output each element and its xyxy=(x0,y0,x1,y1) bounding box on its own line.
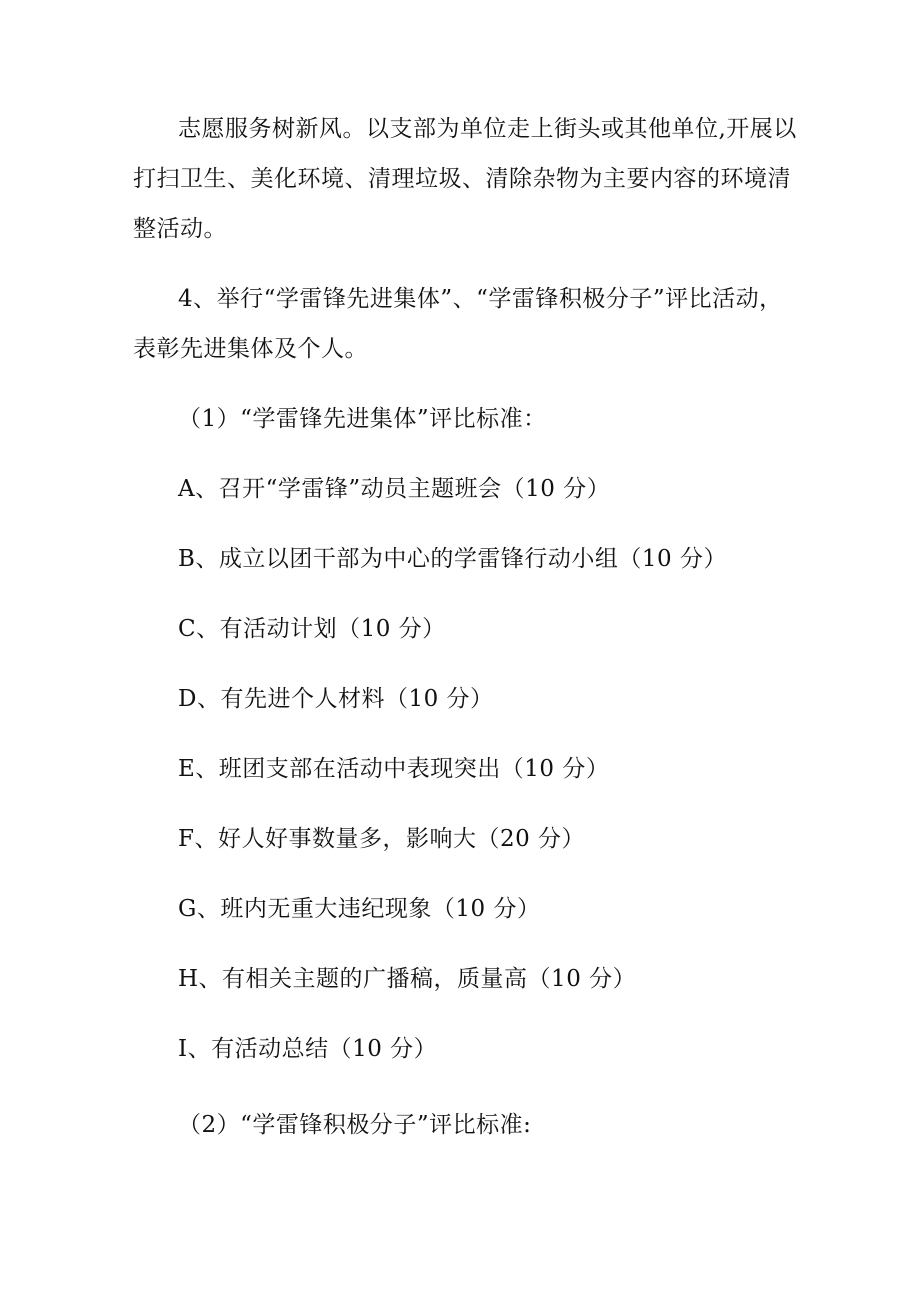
criteria-item: B、成立以团干部为中心的学雷锋行动小组（10 分） xyxy=(178,546,727,572)
criteria-item: H、有相关主题的广播稿，质量高（10 分） xyxy=(178,966,637,992)
criteria-item: A、召开“学雷锋”动员主题班会（10 分） xyxy=(178,476,611,502)
criteria-item: G、班内无重大违纪现象（10 分） xyxy=(178,896,541,922)
paragraph-line: 打扫卫生、美化环境、清理垃圾、清除杂物为主要内容的环境清 xyxy=(133,166,791,192)
criteria-item: C、有活动计划（10 分） xyxy=(178,616,446,642)
paragraph-line: 表彰先进集体及个人。 xyxy=(133,336,368,362)
section-heading: （1）“学雷锋先进集体”评比标准： xyxy=(178,406,547,432)
paragraph-line: 4、举行“学雷锋先进集体”、“学雷锋积极分子”评比活动， xyxy=(178,286,783,312)
criteria-item: E、班团支部在活动中表现突出（10 分） xyxy=(178,756,610,782)
paragraph-line: 整活动。 xyxy=(133,216,227,242)
criteria-item: I、有活动总结（10 分） xyxy=(178,1036,438,1062)
criteria-item: D、有先进个人材料（10 分） xyxy=(178,686,494,712)
section-heading: （2）“学雷锋积极分子”评比标准: xyxy=(178,1112,532,1138)
paragraph-line: 志愿服务树新风。以支部为单位走上街头或其他单位,开展以 xyxy=(178,116,797,142)
criteria-item: F、好人好事数量多，影响大（20 分） xyxy=(178,826,586,852)
